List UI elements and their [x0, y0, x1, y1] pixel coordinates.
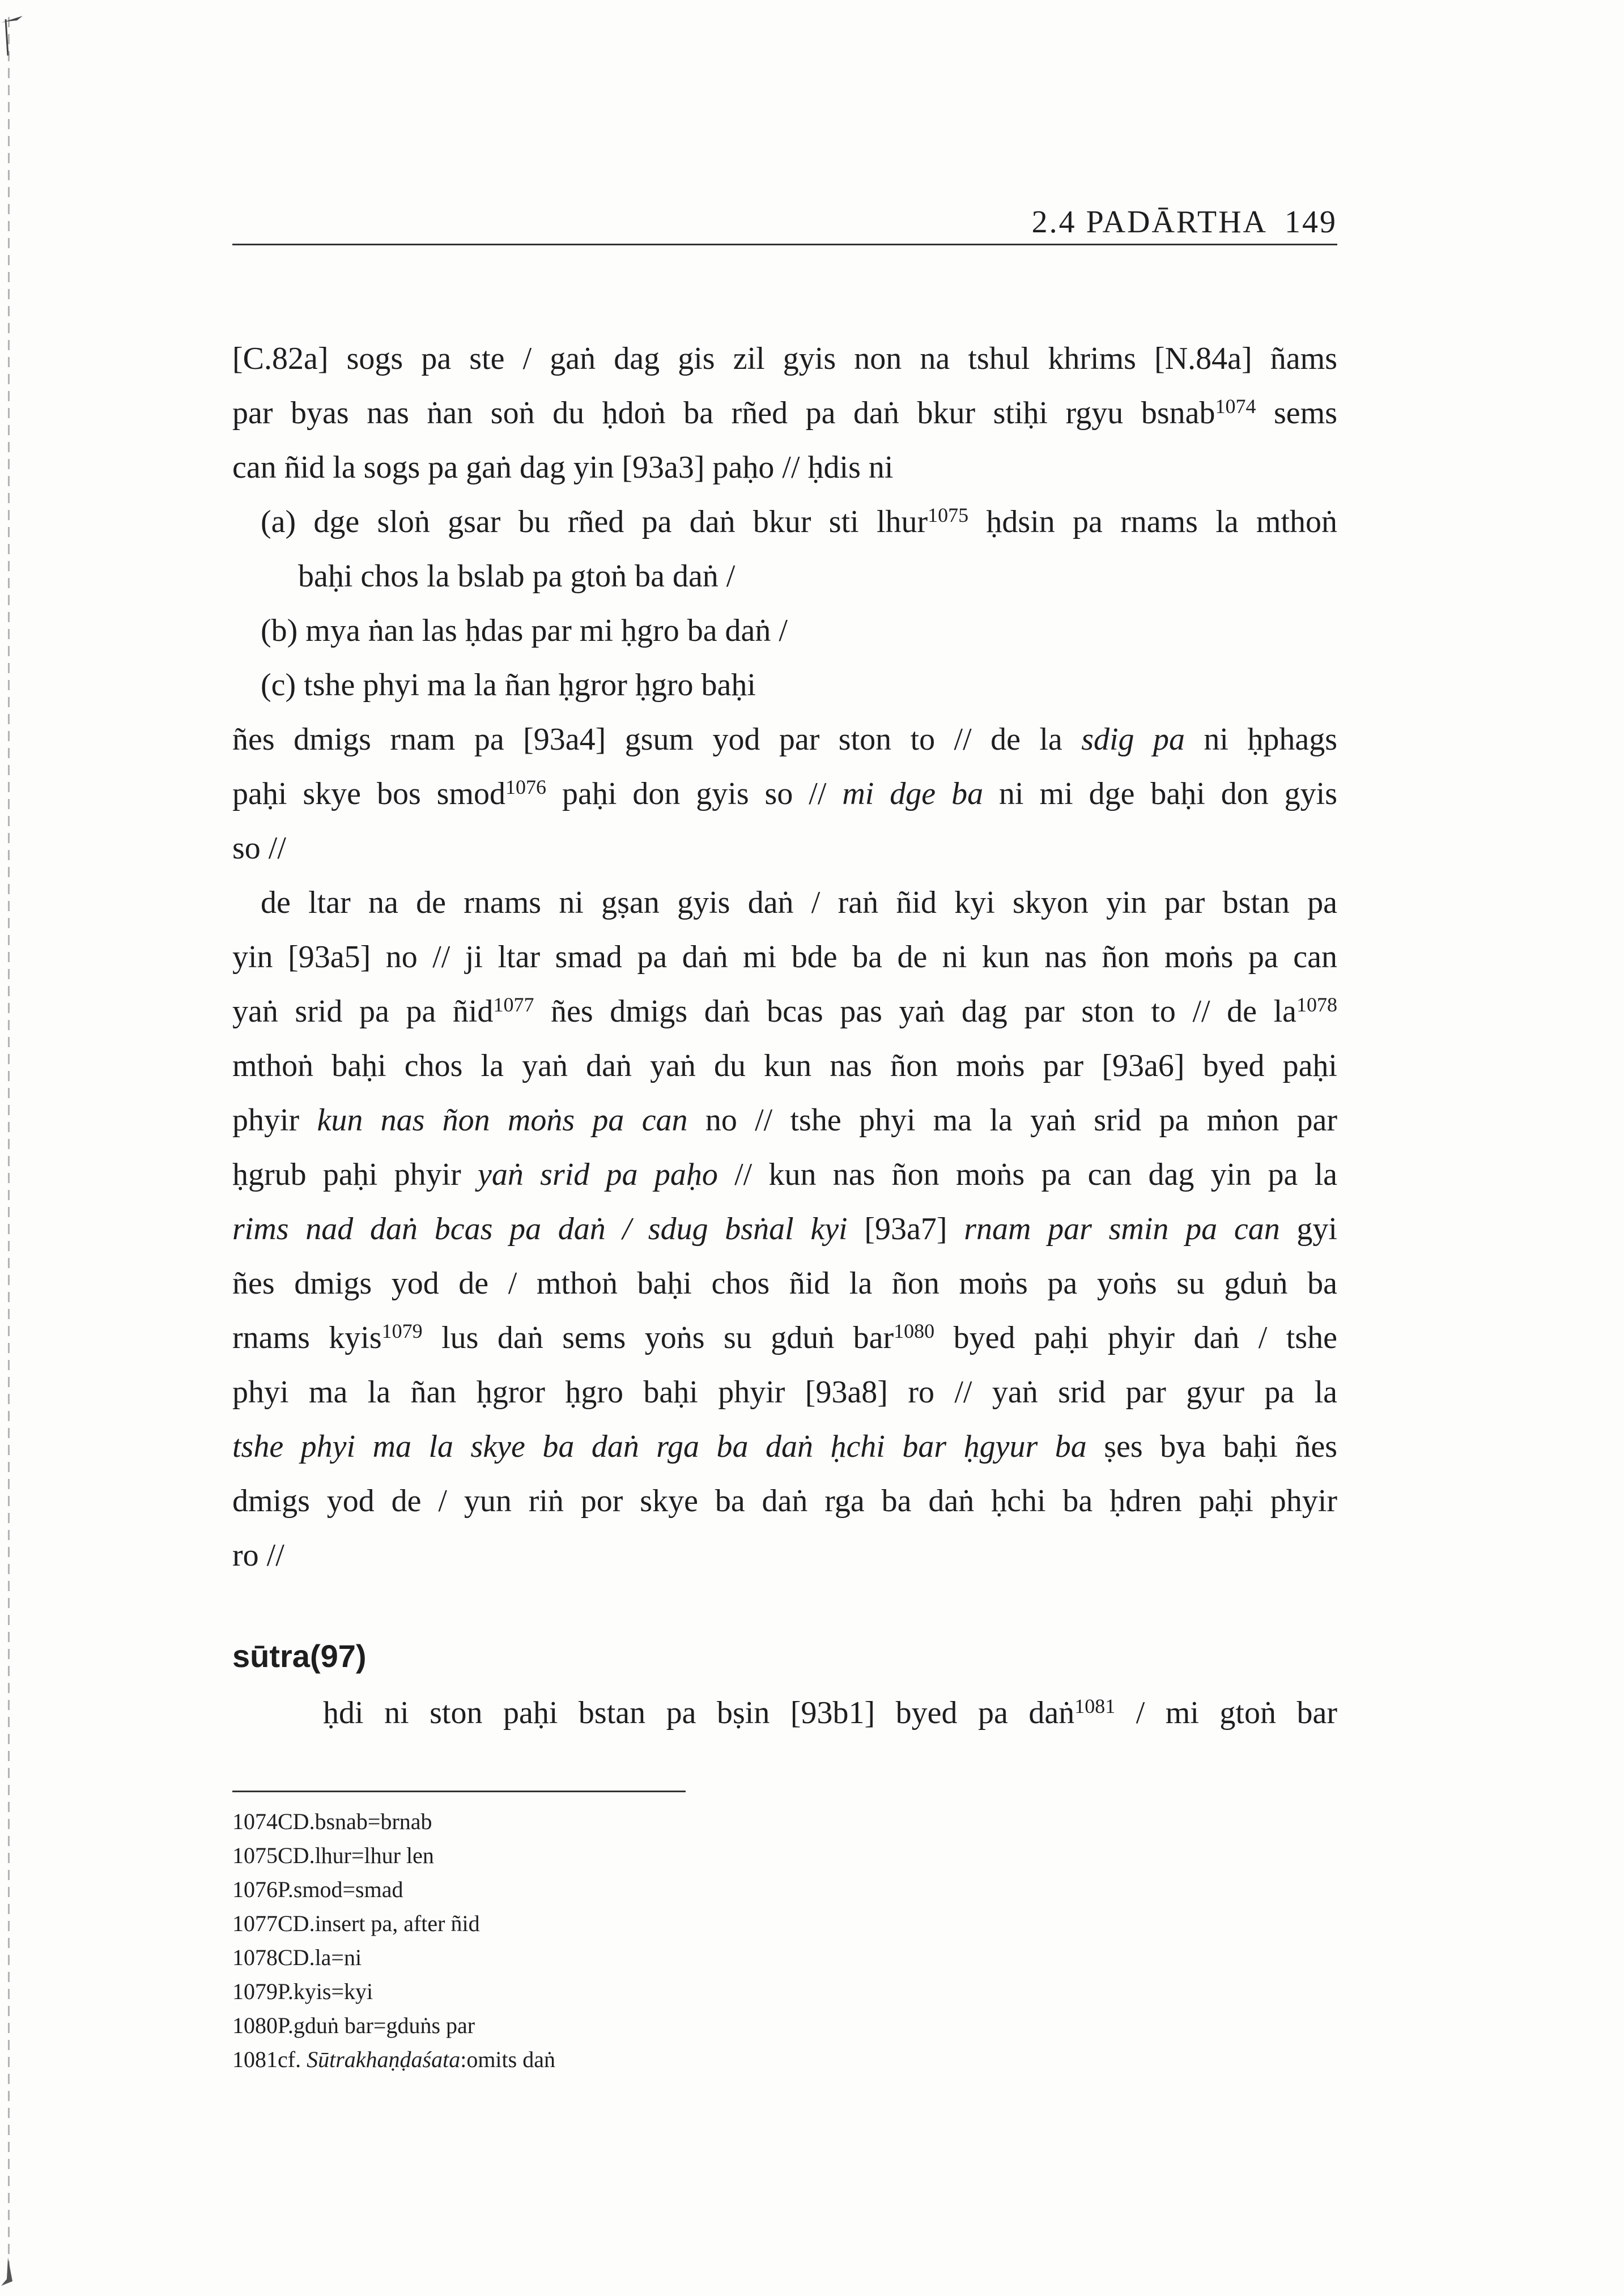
text-line: phyir kun nas ñon moṅs pa can no // tshe phyi ma la yaṅ srid pa mṅon par: [232, 1103, 1337, 1138]
main-text: [232, 331, 1337, 1583]
text-line: paḥi skye bos smod$^{1076}$ paḥi don gyis so // mi dge ba ni mi dge baḥi don gyis: [232, 776, 1337, 811]
footnote-ref: 1074: [1215, 395, 1256, 418]
text-line: ñes dmigs yod de / mthoṅ baḥi chos ñid la ñon moṅs pa yoṅs su gduṅ ba: [232, 1266, 1337, 1301]
text-line: so //: [232, 831, 286, 866]
footnote: 1076P.smod=smad: [232, 1877, 403, 1902]
footnote: 1074CD.bsnab=brnab: [232, 1809, 432, 1834]
list-item-c: (c) tshe phyi ma la ñan ḥgror ḥgro baḥi: [261, 667, 756, 703]
text-line: de ltar na de rnams ni gṣan gyis daṅ / raṅ ñid kyi skyon yin par bstan pa: [261, 885, 1337, 920]
text-line: dmigs yod de / yun riṅ por skye ba daṅ rga ba daṅ ḥchi ba ḥdren paḥi phyir: [232, 1483, 1337, 1519]
text-line: ro //: [232, 1538, 284, 1573]
sutra-text-line: ḥdi ni ston paḥi bstan pa bṣin [93b1] byed pa daṅ$^{1081}$ / mi gtoṅ bar: [323, 1695, 1337, 1730]
text-line: can ñid la sogs pa gaṅ dag yin [93a3] paḥo // ḥdis ni: [232, 450, 894, 485]
text-line: yaṅ srid pa pa ñid$^{1077}$ ñes dmigs daṅ bcas pas yaṅ dag par ston to // de $la^{1078}$: [232, 993, 1338, 1029]
running-title: 2.4 PADĀRTHA: [1031, 205, 1268, 240]
footnote: 1078CD.la=ni: [232, 1945, 362, 1970]
footnote: 1075CD.lhur=lhur len: [232, 1843, 434, 1868]
text-line: par byas nas ṅan soṅ du ḥdoṅ ba rñed pa daṅ bkur stiḥi rgyu bsnab$^{1074}$ sems: [232, 395, 1338, 431]
text-line: mthoṅ baḥi chos la yaṅ daṅ yaṅ du kun nas ñon moṅs par [93a6] byed paḥi: [232, 1048, 1337, 1083]
footnote: 1077CD.insert pa, after ñid: [232, 1911, 480, 1936]
text-line: [C.82a] sogs pa ste / gaṅ dag gis zil gyis non na tshul khrims [N.84a] ñams: [232, 341, 1337, 376]
footnote-divider: [232, 1791, 686, 1792]
text-line: yin [93a5] no // ji ltar smad pa daṅ mi bde ba de ni kun nas ñon moṅs pa can: [232, 939, 1337, 975]
text-line: rnams kyis$^{1079}$ lus daṅ sems yoṅs su gduṅ bar$^{1080}$ byed paḥi phyir daṅ / tshe: [232, 1320, 1337, 1355]
page-header: [232, 198, 1337, 245]
footnote-ref: 1075: [928, 504, 969, 526]
footnote: 1081cf. Sūtrakhaṇḍaśata:omits daṅ: [232, 2047, 555, 2072]
list-item-a-cont: baḥi chos la bslab pa gtoṅ ba daṅ /: [298, 559, 736, 594]
text-line: tshe phyi ma la skye ba daṅ rga ba daṅ ḥchi bar ḥgyur ba ṣes bya baḥi ñes: [232, 1429, 1337, 1464]
section-heading: sūtra(97): [232, 1638, 367, 1674]
page-edge-margin: [8, 17, 10, 2278]
text-line: rims nad daṅ bcas pa daṅ / sdug bsṅal kyi [93a7] rnam par smin pa can gyi: [232, 1211, 1337, 1247]
text-line: ḥgrub paḥi phyir yaṅ srid pa paḥo // kun nas ñon moṅs pa can dag yin pa la: [232, 1157, 1338, 1192]
list-item-a: (a) dge sloṅ gsar bu rñed pa daṅ bkur sti lhur$^{1075}$ ḥdsin pa rnams la mthoṅ: [261, 504, 1338, 539]
page-number: 149: [1285, 205, 1337, 240]
text-line: phyi ma la ñan ḥgror ḥgro baḥi phyir [93a8] ro // yaṅ srid par gyur pa la: [232, 1375, 1337, 1410]
footnote-ref: 1081: [1074, 1695, 1116, 1717]
footnote-ref: 1076: [505, 776, 547, 798]
footnote-ref: 1078: [1296, 993, 1338, 1016]
footnote-ref: 1077: [493, 993, 534, 1016]
footnote-ref: 1079: [381, 1320, 423, 1342]
crop-mark-icon: [0, 11, 34, 57]
footnote-ref: 1080: [894, 1320, 935, 1342]
text-line: ñes dmigs rnam pa [93a4] gsum yod par ston to // de la sdig pa ni ḥphags: [232, 722, 1338, 757]
crop-mark-icon: [0, 2256, 28, 2290]
footnote: 1080P.gduṅ bar=gduṅs par: [232, 2013, 475, 2038]
footnote: 1079P.kyis=kyi: [232, 1979, 373, 2004]
list-item-b: (b) mya ṅan las ḥdas par mi ḥgro ba daṅ /: [261, 613, 788, 648]
footnotes: [232, 1805, 555, 2077]
running-head: [1032, 204, 1337, 240]
